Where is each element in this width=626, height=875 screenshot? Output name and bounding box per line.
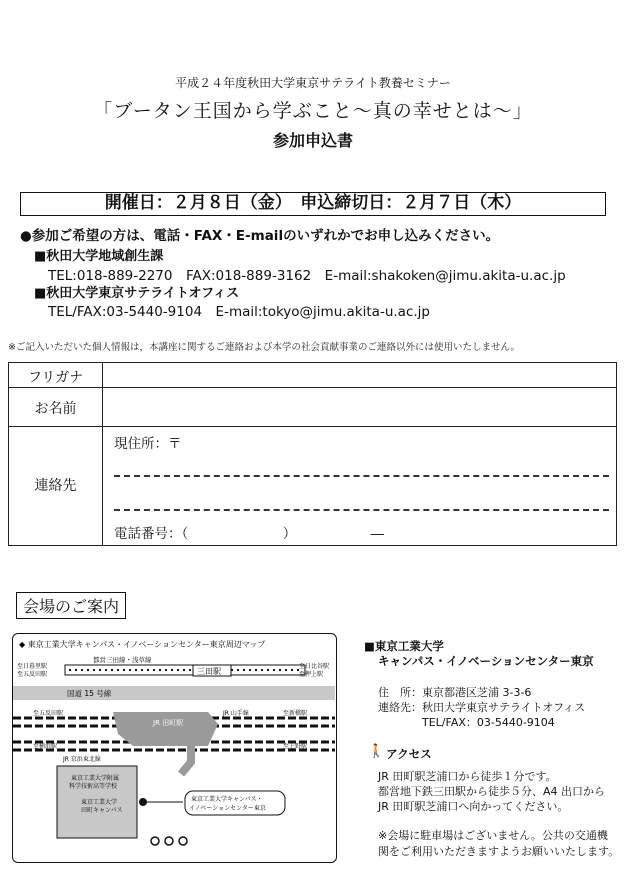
contact-line-regional: TEL:018-889-2270 FAX:018-889-3162 E-mail:shakoken@jimu.akita-u.ac.jp — [48, 268, 566, 284]
form-row-line — [9, 387, 616, 388]
label-nippori: 至日暮里駅 — [17, 663, 48, 670]
privacy-note: ※ご記入いただいた個人情報は，本講座に関するご連絡および本学の社会貢献事業のご連絡以外には使用いたしません。 — [8, 342, 521, 353]
venue-contact: 連絡先：秋田大学東京サテライトオフィス — [378, 701, 586, 714]
label-keihin: JR 京浜東北線 — [63, 756, 101, 763]
walking-icon: 🚶 — [368, 744, 385, 759]
venue-name-1: ■東京工業大学 — [364, 639, 444, 653]
label-hibiya: 至日比谷駅 — [299, 663, 330, 670]
label-gotanda-2: 至五反田駅 — [33, 710, 64, 717]
furigana-label: フリガナ — [27, 370, 84, 386]
application-form — [8, 362, 617, 546]
label-campus-2: 田町キャンパス — [81, 807, 123, 814]
label-yokohama: 至横浜駅 — [33, 743, 58, 750]
venue-map — [12, 633, 337, 863]
org-tokyo-office: ■秋田大学東京サテライトオフィス — [34, 286, 240, 301]
address-field[interactable]: 現住所：〒 — [114, 436, 182, 452]
label-cic-2: イノベーションセンター東京 — [189, 805, 266, 812]
parking-note-1: ※会場に駐車場はございません。公共の交通機 — [378, 829, 608, 842]
venue-address: 住 所：東京都港区芝浦 3-3-6 — [378, 686, 532, 699]
address-line-2 — [114, 509, 609, 511]
access-line-3: JR 田町駅芝浦口へ向かってください。 — [378, 800, 569, 813]
label-school-2: 科学技術高等学校 — [69, 783, 118, 790]
furigana-field[interactable] — [114, 365, 609, 385]
address-line-1 — [114, 475, 609, 477]
label-cic-1: 東京工業大学キャンパス・ — [191, 796, 263, 803]
map-drawing — [13, 634, 335, 861]
label-yamanote: JR 山手線 — [223, 710, 249, 717]
label-campus-1: 東京工業大学 — [81, 799, 118, 806]
access-line-1: JR 田町駅芝浦口から徒歩１分です。 — [378, 770, 557, 783]
access-line-2: 都営地下鉄三田駅から徒歩５分、A4 出口から — [378, 785, 606, 798]
label-tamachi: JR 田町駅 — [153, 719, 184, 727]
event-date-box: 開催日：２月８日（金） 申込締切日：２月７日（木） — [20, 192, 606, 216]
form-row-line — [9, 426, 616, 427]
label-oshiage: 至押上駅 — [299, 671, 324, 678]
name-field[interactable] — [114, 390, 609, 422]
label-ueno: 至上野駅 — [283, 743, 308, 750]
label-route15: 国道 15 号線 — [67, 689, 112, 698]
parking-note-2: 関をご利用いただきますようお願いいたします。 — [378, 845, 620, 858]
phone-field[interactable]: 電話番号：（ ） ― — [114, 526, 384, 542]
seminar-subtitle: 平成２４年度秋田大学東京サテライト教養セミナー — [175, 76, 451, 90]
name-label: お名前 — [34, 401, 77, 417]
label-shinbashi: 至新橋駅 — [283, 710, 308, 717]
label-school-1: 東京工業大学附属 — [71, 775, 120, 782]
form-divider — [102, 363, 103, 545]
form-title: 参加申込書 — [272, 131, 353, 150]
org-regional-office: ■秋田大学地域創生課 — [34, 249, 164, 264]
apply-note: ●参加ご希望の方は、電話・FAX・E-mailのいずれかでお申し込みください。 — [20, 228, 500, 244]
map-title: ◆ 東京工業大学キャンパス・イノベーションセンター東京周辺マップ — [19, 640, 266, 649]
venue-telfax: TEL/FAX：03-5440-9104 — [422, 716, 555, 729]
seminar-title: 「ブータン王国から学ぶこと〜真の幸せとは〜」 — [93, 100, 533, 122]
label-gotanda-1: 至五反田駅 — [17, 671, 48, 678]
venue-heading: 会場のご案内 — [16, 592, 126, 619]
access-heading: アクセス — [386, 747, 432, 761]
contact-label: 連絡先 — [34, 478, 77, 494]
contact-line-tokyo: TEL/FAX:03-5440-9104 E-mail:tokyo@jimu.akita-u.ac.jp — [48, 304, 430, 320]
label-mita-station: 三田駅 — [197, 667, 221, 676]
venue-name-2: キャンパス・イノベーションセンター東京 — [378, 654, 594, 668]
label-mita-line: 都営三田線・浅草線 — [93, 656, 152, 664]
